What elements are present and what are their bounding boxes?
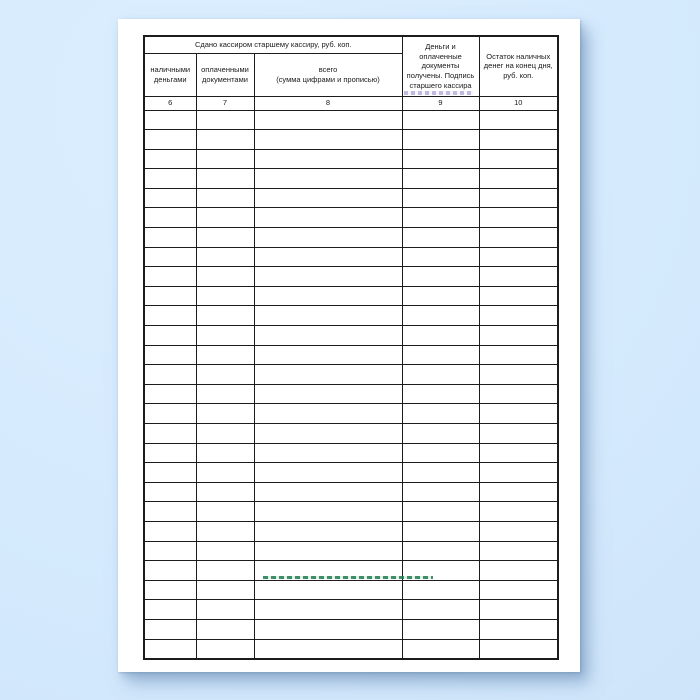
header-span-title: Сдано кассиром старшему кассиру, руб. коп. — [144, 36, 402, 53]
table-cell — [196, 639, 254, 659]
table-cell — [402, 247, 479, 267]
table-cell — [402, 110, 479, 130]
table-cell — [254, 600, 402, 620]
table-cell — [144, 541, 196, 561]
header-row-span — [144, 36, 558, 53]
column-number-6: 6 — [144, 96, 196, 110]
table-cell — [144, 286, 196, 306]
table-cell — [479, 424, 558, 444]
table-cell — [196, 404, 254, 424]
table-cell — [196, 169, 254, 189]
table-cell — [402, 267, 479, 287]
table-cell — [254, 443, 402, 463]
table-row — [144, 267, 558, 287]
table-cell — [254, 502, 402, 522]
table-cell — [144, 443, 196, 463]
header-col9: Деньги и оплаченные документы получены. Подпись старшего кассира — [402, 36, 479, 96]
header-col7: оплаченными документами — [196, 53, 254, 96]
table-row — [144, 169, 558, 189]
table-cell — [254, 149, 402, 169]
table-row — [144, 306, 558, 326]
table-cell — [196, 561, 254, 581]
table-cell — [254, 247, 402, 267]
table-cell — [402, 639, 479, 659]
table-cell — [402, 188, 479, 208]
table-cell — [479, 482, 558, 502]
table-cell — [196, 443, 254, 463]
table-cell — [479, 286, 558, 306]
table-cell — [254, 267, 402, 287]
table-cell — [402, 482, 479, 502]
table-cell — [254, 463, 402, 483]
table-cell — [144, 502, 196, 522]
table-row — [144, 521, 558, 541]
table-row — [144, 580, 558, 600]
table-row — [144, 345, 558, 365]
table-cell — [144, 247, 196, 267]
table-cell — [479, 404, 558, 424]
table-cell — [144, 188, 196, 208]
table-cell — [144, 482, 196, 502]
table-row — [144, 639, 558, 659]
table-cell — [479, 580, 558, 600]
table-row — [144, 541, 558, 561]
table-cell — [402, 619, 479, 639]
table-cell — [402, 443, 479, 463]
table-cell — [196, 267, 254, 287]
table-cell — [196, 306, 254, 326]
table-cell — [254, 384, 402, 404]
table-cell — [144, 169, 196, 189]
header-col6: наличными деньгами — [144, 53, 196, 96]
table-cell — [144, 267, 196, 287]
table-row — [144, 365, 558, 385]
table-cell — [196, 384, 254, 404]
table-cell — [144, 404, 196, 424]
table-cell — [254, 286, 402, 306]
table-row — [144, 482, 558, 502]
table-cell — [254, 521, 402, 541]
table-cell — [402, 326, 479, 346]
table-cell — [402, 424, 479, 444]
table-cell — [196, 365, 254, 385]
table-cell — [479, 502, 558, 522]
table-row — [144, 600, 558, 620]
table-cell — [196, 110, 254, 130]
table-cell — [254, 169, 402, 189]
table-cell — [254, 580, 402, 600]
table-cell — [196, 600, 254, 620]
table-row — [144, 463, 558, 483]
cashbook-table — [143, 35, 559, 660]
table-row — [144, 326, 558, 346]
table-cell — [144, 384, 196, 404]
table-cell — [144, 463, 196, 483]
column-number-7: 7 — [196, 96, 254, 110]
table-cell — [254, 424, 402, 444]
table-cell — [144, 208, 196, 228]
table-cell — [144, 306, 196, 326]
table-row — [144, 247, 558, 267]
table-cell — [402, 600, 479, 620]
table-cell — [254, 208, 402, 228]
table-row — [144, 130, 558, 150]
table-cell — [402, 541, 479, 561]
table-cell — [479, 130, 558, 150]
table-cell — [402, 404, 479, 424]
table-cell — [196, 286, 254, 306]
table-cell — [402, 502, 479, 522]
table-cell — [479, 267, 558, 287]
table-cell — [479, 247, 558, 267]
header-row-numbers — [144, 96, 558, 110]
column-number-9: 9 — [402, 96, 479, 110]
table-cell — [479, 541, 558, 561]
table-cell — [479, 365, 558, 385]
table-cell — [196, 130, 254, 150]
table-cell — [144, 130, 196, 150]
table-cell — [196, 247, 254, 267]
table-cell — [196, 482, 254, 502]
table-row — [144, 384, 558, 404]
table-cell — [254, 404, 402, 424]
table-cell — [402, 365, 479, 385]
table-cell — [479, 639, 558, 659]
table-cell — [479, 443, 558, 463]
table-body — [144, 110, 558, 659]
table-cell — [402, 228, 479, 248]
table-cell — [144, 521, 196, 541]
table-row — [144, 110, 558, 130]
table-cell — [402, 169, 479, 189]
table-cell — [196, 521, 254, 541]
table-cell — [402, 580, 479, 600]
table-cell — [402, 208, 479, 228]
table-cell — [144, 600, 196, 620]
table-row — [144, 404, 558, 424]
table-cell — [402, 149, 479, 169]
document-page — [118, 19, 580, 672]
table-cell — [196, 228, 254, 248]
table-cell — [254, 619, 402, 639]
table-cell — [254, 110, 402, 130]
table-cell — [196, 188, 254, 208]
table-cell — [479, 110, 558, 130]
column-number-10: 10 — [479, 96, 558, 110]
table-cell — [402, 306, 479, 326]
table-cell — [144, 424, 196, 444]
header-col8 — [254, 53, 402, 96]
column-number-8: 8 — [254, 96, 402, 110]
table-row — [144, 443, 558, 463]
table-cell — [144, 639, 196, 659]
table-cell — [402, 130, 479, 150]
table-cell — [402, 521, 479, 541]
table-cell — [479, 169, 558, 189]
table-cell — [402, 463, 479, 483]
table-row — [144, 228, 558, 248]
table-cell — [144, 561, 196, 581]
table-row — [144, 619, 558, 639]
table-cell — [196, 326, 254, 346]
table-cell — [479, 463, 558, 483]
table-cell — [196, 463, 254, 483]
table-cell — [254, 365, 402, 385]
table-cell — [479, 228, 558, 248]
table-row — [144, 502, 558, 522]
table-cell — [479, 326, 558, 346]
table-cell — [479, 345, 558, 365]
table-cell — [144, 326, 196, 346]
table-cell — [196, 424, 254, 444]
table-cell — [479, 188, 558, 208]
table-cell — [479, 600, 558, 620]
table-cell — [254, 561, 402, 581]
table-row — [144, 149, 558, 169]
header-col8-line2: (сумма цифрами и прописью) — [276, 74, 380, 84]
table-cell — [144, 619, 196, 639]
table-cell — [479, 561, 558, 581]
table-cell — [479, 521, 558, 541]
header-col10: Остаток наличных денег на конец дня, руб. коп. — [479, 36, 558, 96]
table-cell — [254, 188, 402, 208]
table-cell — [144, 228, 196, 248]
table-cell — [144, 110, 196, 130]
table-row — [144, 561, 558, 581]
table-cell — [402, 345, 479, 365]
table-cell — [479, 208, 558, 228]
table-cell — [479, 306, 558, 326]
table-cell — [254, 482, 402, 502]
table-cell — [254, 326, 402, 346]
table-cell — [402, 384, 479, 404]
table-cell — [254, 541, 402, 561]
table-cell — [402, 561, 479, 581]
header-col8-line1: всего — [318, 64, 338, 74]
table-cell — [254, 130, 402, 150]
table-cell — [196, 580, 254, 600]
table-row — [144, 188, 558, 208]
table-cell — [479, 149, 558, 169]
table-row — [144, 286, 558, 306]
table-row — [144, 208, 558, 228]
table-cell — [144, 345, 196, 365]
table-cell — [254, 306, 402, 326]
table-cell — [196, 149, 254, 169]
table-cell — [144, 149, 196, 169]
table-cell — [254, 345, 402, 365]
table-cell — [402, 286, 479, 306]
table-cell — [479, 619, 558, 639]
table-row — [144, 424, 558, 444]
table-cell — [196, 541, 254, 561]
table-cell — [196, 208, 254, 228]
table-cell — [479, 384, 558, 404]
table-cell — [254, 228, 402, 248]
table-cell — [196, 502, 254, 522]
table-cell — [196, 619, 254, 639]
table-cell — [144, 580, 196, 600]
table-cell — [144, 365, 196, 385]
table-cell — [254, 639, 402, 659]
table-cell — [196, 345, 254, 365]
